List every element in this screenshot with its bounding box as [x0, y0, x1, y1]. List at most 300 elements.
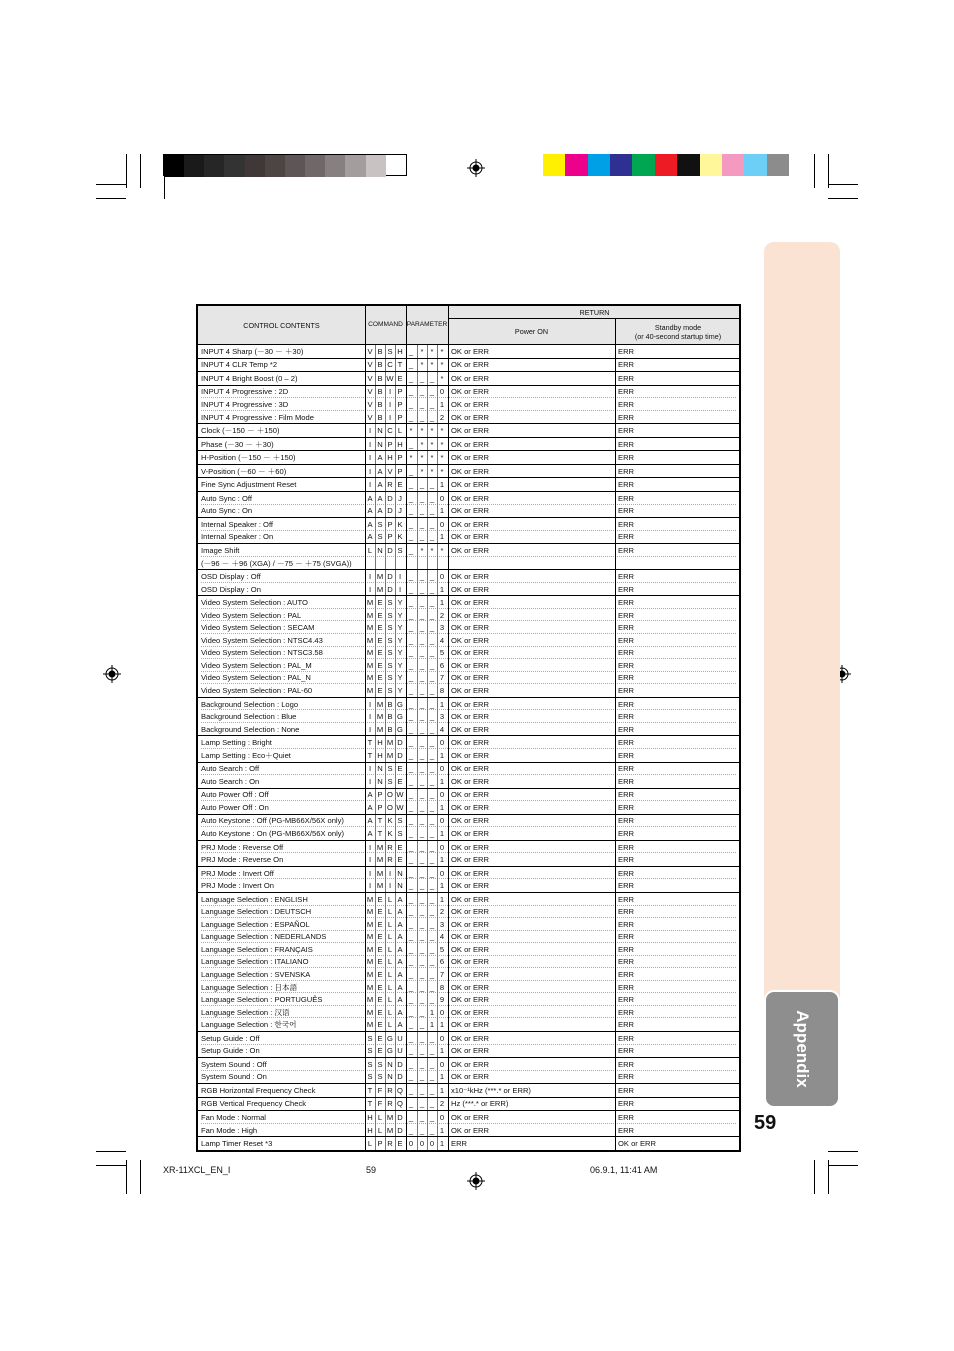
parameter-char: _: [429, 750, 435, 760]
command-char: M: [366, 623, 374, 633]
table-row: [198, 438, 739, 452]
return-power-on: OK or ERR: [451, 453, 489, 463]
header-control-contents: CONTROL CONTENTS: [243, 320, 320, 330]
command-char: A: [367, 532, 373, 542]
char-divider: [437, 1137, 438, 1150]
return-standby: ERR: [618, 855, 635, 865]
table-row: [198, 518, 739, 544]
parameter-char: _: [408, 957, 414, 967]
parameter-char: *: [440, 360, 444, 370]
return-power-on: OK or ERR: [451, 426, 489, 436]
char-divider: [385, 438, 386, 451]
parameter-char: _: [419, 919, 425, 929]
command-char: S: [387, 623, 393, 633]
command-char: E: [377, 1007, 383, 1017]
table-row: [198, 451, 739, 465]
char-divider: [417, 1032, 418, 1057]
command-char: D: [387, 584, 393, 594]
column-divider: [406, 1111, 407, 1136]
parameter-char: _: [429, 412, 435, 422]
column-divider: [615, 424, 616, 437]
char-divider: [385, 841, 386, 866]
column-divider: [365, 518, 366, 543]
column-divider: [448, 815, 449, 840]
char-divider: [417, 465, 418, 478]
parameter-char: _: [419, 982, 425, 992]
command-char: S: [397, 545, 403, 555]
command-char: M: [376, 842, 384, 852]
command-char: E: [377, 894, 383, 904]
return-power-on: OK or ERR: [451, 660, 489, 670]
command-char: M: [366, 932, 374, 942]
parameter-char: [406, 557, 416, 570]
return-power-on: OK or ERR: [451, 399, 489, 409]
char-divider: [417, 359, 418, 372]
parameter-char: _: [429, 685, 435, 695]
column-divider: [615, 544, 616, 569]
return-standby: ERR: [618, 480, 635, 490]
table-line: [198, 505, 739, 518]
table-line: [198, 345, 739, 358]
return-power-on: OK or ERR: [451, 944, 489, 954]
column-divider: [365, 570, 366, 595]
parameter-char: _: [408, 572, 414, 582]
column-divider: [448, 570, 449, 595]
char-divider: [417, 1084, 418, 1097]
return-power-on: OK or ERR: [451, 802, 489, 812]
char-divider: [417, 815, 418, 840]
table-line: [198, 544, 739, 557]
command-char: F: [377, 1085, 383, 1095]
char-divider: [375, 736, 376, 761]
return-power-on: [451, 557, 613, 570]
parameter-char: _: [408, 724, 414, 734]
column-divider: [365, 1084, 366, 1097]
table-line: [198, 621, 739, 634]
command-char: P: [397, 412, 403, 422]
char-divider: [395, 698, 396, 736]
return-standby: [618, 557, 738, 570]
char-divider: [375, 763, 376, 788]
parameter-char: _: [419, 1085, 425, 1095]
column-divider: [365, 1111, 366, 1136]
command-char: S: [387, 635, 393, 645]
control-content: Video System Selection : SECAM: [201, 623, 315, 633]
parameter-char: _: [429, 387, 435, 397]
column-divider: [406, 438, 407, 451]
parameter-char: _: [408, 919, 414, 929]
char-divider: [395, 1084, 396, 1097]
control-content: INPUT 4 Progressive : Film Mode: [201, 412, 314, 422]
table-row: [198, 359, 739, 373]
table-line: [198, 956, 739, 969]
char-divider: [417, 544, 418, 569]
parameter-char: *: [420, 360, 424, 370]
column-divider: [365, 596, 366, 696]
table-row: [198, 1137, 739, 1150]
parameter-char: 1: [439, 881, 445, 891]
char-divider: [395, 867, 396, 892]
command-char: F: [377, 1099, 383, 1109]
return-standby: ERR: [618, 1007, 635, 1017]
command-char: P: [397, 399, 403, 409]
parameter-char: 1: [439, 1085, 445, 1095]
parameter-char: 0: [439, 1007, 445, 1017]
command-char: N: [377, 764, 383, 774]
process-color-bar: [543, 154, 789, 176]
char-divider: [427, 1058, 428, 1083]
char-divider: [385, 698, 386, 736]
process-swatch: [700, 154, 722, 176]
char-divider: [437, 386, 438, 424]
parameter-char: _: [408, 816, 414, 826]
gray-swatch: [345, 155, 365, 177]
command-char: E: [377, 610, 383, 620]
appendix-tab: [764, 990, 840, 1108]
command-char: E: [377, 1033, 383, 1043]
command-char: A: [367, 493, 373, 503]
control-content: PRJ Mode : Reverse Off: [201, 842, 284, 852]
parameter-char: 1: [439, 1125, 445, 1135]
command-char: I: [368, 764, 372, 774]
char-divider: [427, 1098, 428, 1111]
command-char: B: [377, 399, 383, 409]
command-char: D: [397, 1125, 403, 1135]
return-standby: ERR: [618, 399, 635, 409]
command-char: N: [397, 881, 403, 891]
char-divider: [417, 1137, 418, 1150]
control-content: Auto Power Off : On: [201, 802, 269, 812]
control-content: Video System Selection : PAL-60: [201, 685, 313, 695]
control-content: Clock (－150 － ＋150): [201, 426, 280, 436]
command-char: M: [366, 907, 374, 917]
table-line: [198, 583, 739, 596]
table-line: [198, 634, 739, 647]
char-divider: [385, 359, 386, 372]
parameter-char: 1: [439, 506, 445, 516]
return-standby: ERR: [618, 610, 635, 620]
parameter-char: _: [429, 868, 435, 878]
parameter-char: 1: [439, 1139, 445, 1149]
command-char: K: [387, 816, 393, 826]
parameter-char: _: [429, 1085, 435, 1095]
column-divider: [448, 789, 449, 814]
command-char: N: [377, 545, 383, 555]
column-divider: [365, 345, 366, 358]
parameter-char: *: [430, 426, 434, 436]
parameter-char: 3: [439, 623, 445, 633]
command-char: B: [377, 346, 383, 356]
command-char: E: [377, 995, 383, 1005]
parameter-char: [437, 557, 447, 570]
command-char: S: [387, 648, 393, 658]
column-divider: [448, 386, 449, 424]
header-standby-line1: Standby mode: [654, 322, 702, 332]
command-char: L: [387, 995, 393, 1005]
table-row: [198, 1111, 739, 1137]
column-divider: [365, 1032, 366, 1057]
command-char: M: [376, 699, 384, 709]
command-char: K: [387, 829, 393, 838]
parameter-char: _: [408, 995, 414, 1005]
command-char: A: [397, 907, 403, 917]
parameter-char: 0: [439, 842, 445, 852]
command-char: G: [387, 1033, 393, 1043]
column-divider: [365, 1137, 366, 1150]
command-char: N: [397, 868, 403, 878]
command-char: M: [366, 685, 374, 695]
command-char: S: [367, 1059, 373, 1069]
command-char: M: [366, 982, 374, 992]
command-char: S: [377, 1059, 383, 1069]
command-char: M: [366, 660, 374, 670]
char-divider: [375, 478, 376, 491]
return-power-on: OK or ERR: [451, 506, 489, 516]
command-char: R: [387, 480, 393, 490]
table-row: [198, 372, 739, 386]
command-char: L: [377, 1125, 383, 1135]
table-line: [198, 570, 739, 583]
command-char: D: [397, 1113, 403, 1123]
command-char: L: [387, 957, 393, 967]
parameter-char: 1: [439, 1072, 445, 1082]
parameter-char: 1: [439, 1020, 445, 1030]
command-char: W: [396, 802, 404, 812]
header-command: COMMAND: [368, 320, 403, 328]
parameter-char: _: [419, 829, 425, 838]
column-divider: [365, 867, 366, 892]
command-char: R: [387, 1085, 393, 1095]
column-divider: [615, 492, 616, 517]
char-divider: [437, 698, 438, 736]
char-divider: [385, 893, 386, 1031]
table-row: [198, 1032, 739, 1058]
control-content: Setup Guide : Off: [201, 1033, 260, 1043]
char-divider: [417, 789, 418, 814]
table-row: [198, 736, 739, 762]
char-divider: [417, 1111, 418, 1136]
char-divider: [437, 1098, 438, 1111]
command-char: A: [397, 1020, 403, 1030]
column-divider: [448, 1058, 449, 1083]
return-standby: ERR: [618, 932, 635, 942]
command-char: L: [397, 426, 403, 436]
control-content: Fine Sync Adjustment Reset: [201, 480, 297, 490]
char-divider: [437, 596, 438, 696]
return-power-on: OK or ERR: [451, 932, 489, 942]
column-divider: [365, 789, 366, 814]
control-content: Lamp Setting : Bright: [201, 738, 272, 748]
char-divider: [427, 518, 428, 543]
return-power-on: OK or ERR: [451, 519, 489, 529]
command-char: I: [388, 399, 392, 409]
parameter-char: _: [408, 738, 414, 748]
parameter-char: 4: [439, 635, 445, 645]
return-standby: ERR: [618, 346, 635, 356]
table-line: [198, 518, 739, 531]
column-divider: [406, 841, 407, 866]
char-divider: [395, 438, 396, 451]
parameter-char: 6: [439, 957, 445, 967]
parameter-char: _: [419, 776, 425, 786]
parameter-char: _: [429, 970, 435, 980]
parameter-char: _: [429, 881, 435, 891]
parameter-char: 0: [439, 1059, 445, 1069]
parameter-char: *: [440, 426, 444, 436]
parameter-char: 2: [439, 1099, 445, 1109]
command-char: I: [388, 412, 392, 422]
command-char: L: [367, 545, 373, 555]
control-content: Background Selection : Logo: [201, 699, 299, 709]
parameter-char: 0: [439, 868, 445, 878]
table-line: [198, 596, 739, 609]
parameter-char: 0: [439, 387, 445, 397]
char-divider: [427, 893, 428, 1031]
parameter-char: *: [409, 453, 413, 463]
table-row: [198, 570, 739, 596]
char-divider: [437, 815, 438, 840]
command-char: E: [377, 623, 383, 633]
command-char: S: [387, 610, 393, 620]
char-divider: [395, 841, 396, 866]
column-divider: [615, 372, 616, 385]
return-power-on: OK or ERR: [451, 919, 489, 929]
return-power-on: OK or ERR: [451, 360, 489, 370]
char-divider: [437, 841, 438, 866]
return-power-on: OK or ERR: [451, 387, 489, 397]
column-divider: [365, 359, 366, 372]
process-swatch: [588, 154, 610, 176]
return-power-on: OK or ERR: [451, 466, 489, 476]
char-divider: [385, 478, 386, 491]
command-char: Q: [397, 1085, 403, 1095]
parameter-char: 1: [439, 750, 445, 760]
parameter-char: 9: [439, 995, 445, 1005]
command-char: [365, 557, 375, 570]
command-char: M: [366, 598, 374, 608]
control-content: Auto Power Off : Off: [201, 790, 269, 800]
control-content: (－96 － ＋96 (XGA) / －75 － ＋75 (SVGA)): [201, 558, 352, 568]
command-char: E: [377, 648, 383, 658]
char-divider: [437, 372, 438, 385]
command-char: E: [377, 660, 383, 670]
parameter-char: _: [419, 1099, 425, 1109]
char-divider: [385, 544, 386, 569]
command-char: A: [377, 480, 383, 490]
return-standby: ERR: [618, 712, 635, 722]
table-line: [198, 478, 739, 491]
return-standby: ERR: [618, 466, 635, 476]
return-power-on: OK or ERR: [451, 572, 489, 582]
return-power-on: Hz (***.* or ERR): [451, 1099, 509, 1109]
column-divider: [615, 465, 616, 478]
parameter-char: 2: [439, 412, 445, 422]
char-divider: [385, 345, 386, 358]
command-char: B: [387, 712, 393, 722]
return-power-on: OK or ERR: [451, 373, 489, 383]
parameter-char: 0: [439, 572, 445, 582]
parameter-char: 0: [439, 519, 445, 529]
column-divider: [448, 345, 449, 358]
command-char: G: [387, 1046, 393, 1056]
command-char: Y: [397, 660, 403, 670]
command-char: E: [397, 855, 403, 865]
command-char: R: [387, 1139, 393, 1149]
column-divider: [365, 698, 366, 736]
command-char: A: [377, 506, 383, 516]
column-divider: [448, 518, 449, 543]
char-divider: [417, 763, 418, 788]
command-char: E: [377, 1046, 383, 1056]
control-content: INPUT 4 Progressive : 2D: [201, 387, 289, 397]
table-line: [198, 710, 739, 723]
parameter-char: 1: [439, 399, 445, 409]
parameter-char: _: [408, 635, 414, 645]
table-line: [198, 1071, 739, 1084]
command-char: I: [368, 480, 372, 490]
table-row: [198, 763, 739, 789]
parameter-char: _: [419, 907, 425, 917]
char-divider: [385, 1084, 386, 1097]
return-power-on: OK or ERR: [451, 724, 489, 734]
gray-swatch: [164, 155, 184, 177]
return-power-on: OK or ERR: [451, 712, 489, 722]
process-swatch: [744, 154, 766, 176]
command-char: R: [387, 1099, 393, 1109]
command-char: P: [387, 519, 393, 529]
return-standby: ERR: [618, 623, 635, 633]
column-divider: [615, 789, 616, 814]
return-power-on: OK or ERR: [451, 648, 489, 658]
char-divider: [375, 492, 376, 517]
control-content: Language Selection : NEDERLANDS: [201, 932, 327, 942]
column-divider: [615, 763, 616, 788]
command-char: I: [388, 387, 392, 397]
parameter-char: 0: [439, 816, 445, 826]
column-divider: [448, 451, 449, 464]
command-char: S: [387, 776, 393, 786]
command-char: Y: [397, 610, 403, 620]
char-divider: [427, 424, 428, 437]
command-char: D: [397, 750, 403, 760]
command-char: H: [377, 750, 383, 760]
command-char: S: [387, 598, 393, 608]
parameter-char: 2: [439, 907, 445, 917]
parameter-char: _: [408, 842, 414, 852]
command-char: O: [387, 790, 393, 800]
char-divider: [375, 815, 376, 840]
char-divider: [437, 438, 438, 451]
column-divider: [406, 698, 407, 736]
parameter-char: 0: [419, 1139, 425, 1149]
parameter-char: _: [429, 1072, 435, 1082]
command-char: M: [376, 855, 384, 865]
parameter-char: 0: [439, 738, 445, 748]
parameter-char: 1: [429, 1007, 435, 1017]
command-char: [395, 557, 405, 570]
control-content: Auto Search : Off: [201, 764, 260, 774]
parameter-char: _: [429, 907, 435, 917]
char-divider: [437, 893, 438, 1031]
return-standby: ERR: [618, 572, 635, 582]
char-divider: [375, 1111, 376, 1136]
parameter-char: 1: [439, 584, 445, 594]
char-divider: [437, 1084, 438, 1097]
char-divider: [417, 1058, 418, 1083]
return-standby: ERR: [618, 802, 635, 812]
char-divider: [375, 372, 376, 385]
return-power-on: OK or ERR: [451, 1072, 489, 1082]
